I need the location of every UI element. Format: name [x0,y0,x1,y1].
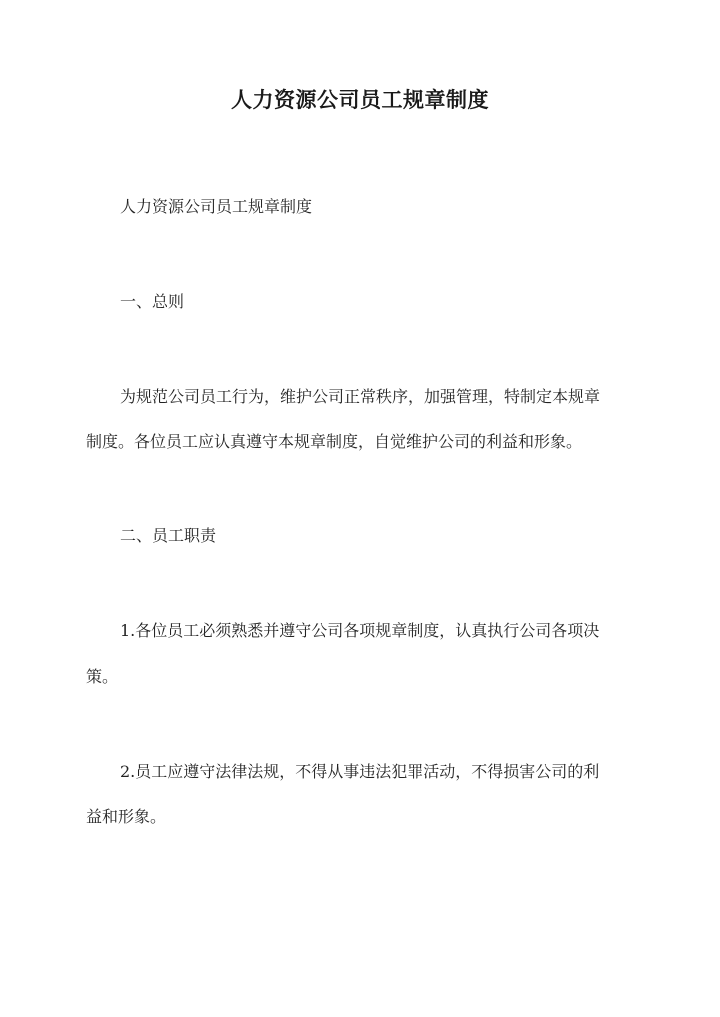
paragraph-line: 策。 [86,667,119,686]
subtitle-line: 人力资源公司员工规章制度 [120,197,313,216]
document-title: 人力资源公司员工规章制度 [231,87,489,112]
section-heading-general: 一、总则 [120,292,185,311]
paragraph-line: 制度。各位员工应认真遵守本规章制度，自觉维护公司的利益和形象。 [86,432,583,451]
paragraph-line: 益和形象。 [86,807,167,826]
paragraph-line: 1.各位员工必须熟悉并遵守公司各项规章制度，认真执行公司各项决 [120,621,600,640]
section-heading-duties: 二、员工职责 [120,526,217,545]
paragraph-line: 为规范公司员工行为，维护公司正常秩序，加强管理，特制定本规章 [120,387,601,406]
paragraph-line: 2.员工应遵守法律法规，不得从事违法犯罪活动，不得损害公司的利 [120,762,600,781]
